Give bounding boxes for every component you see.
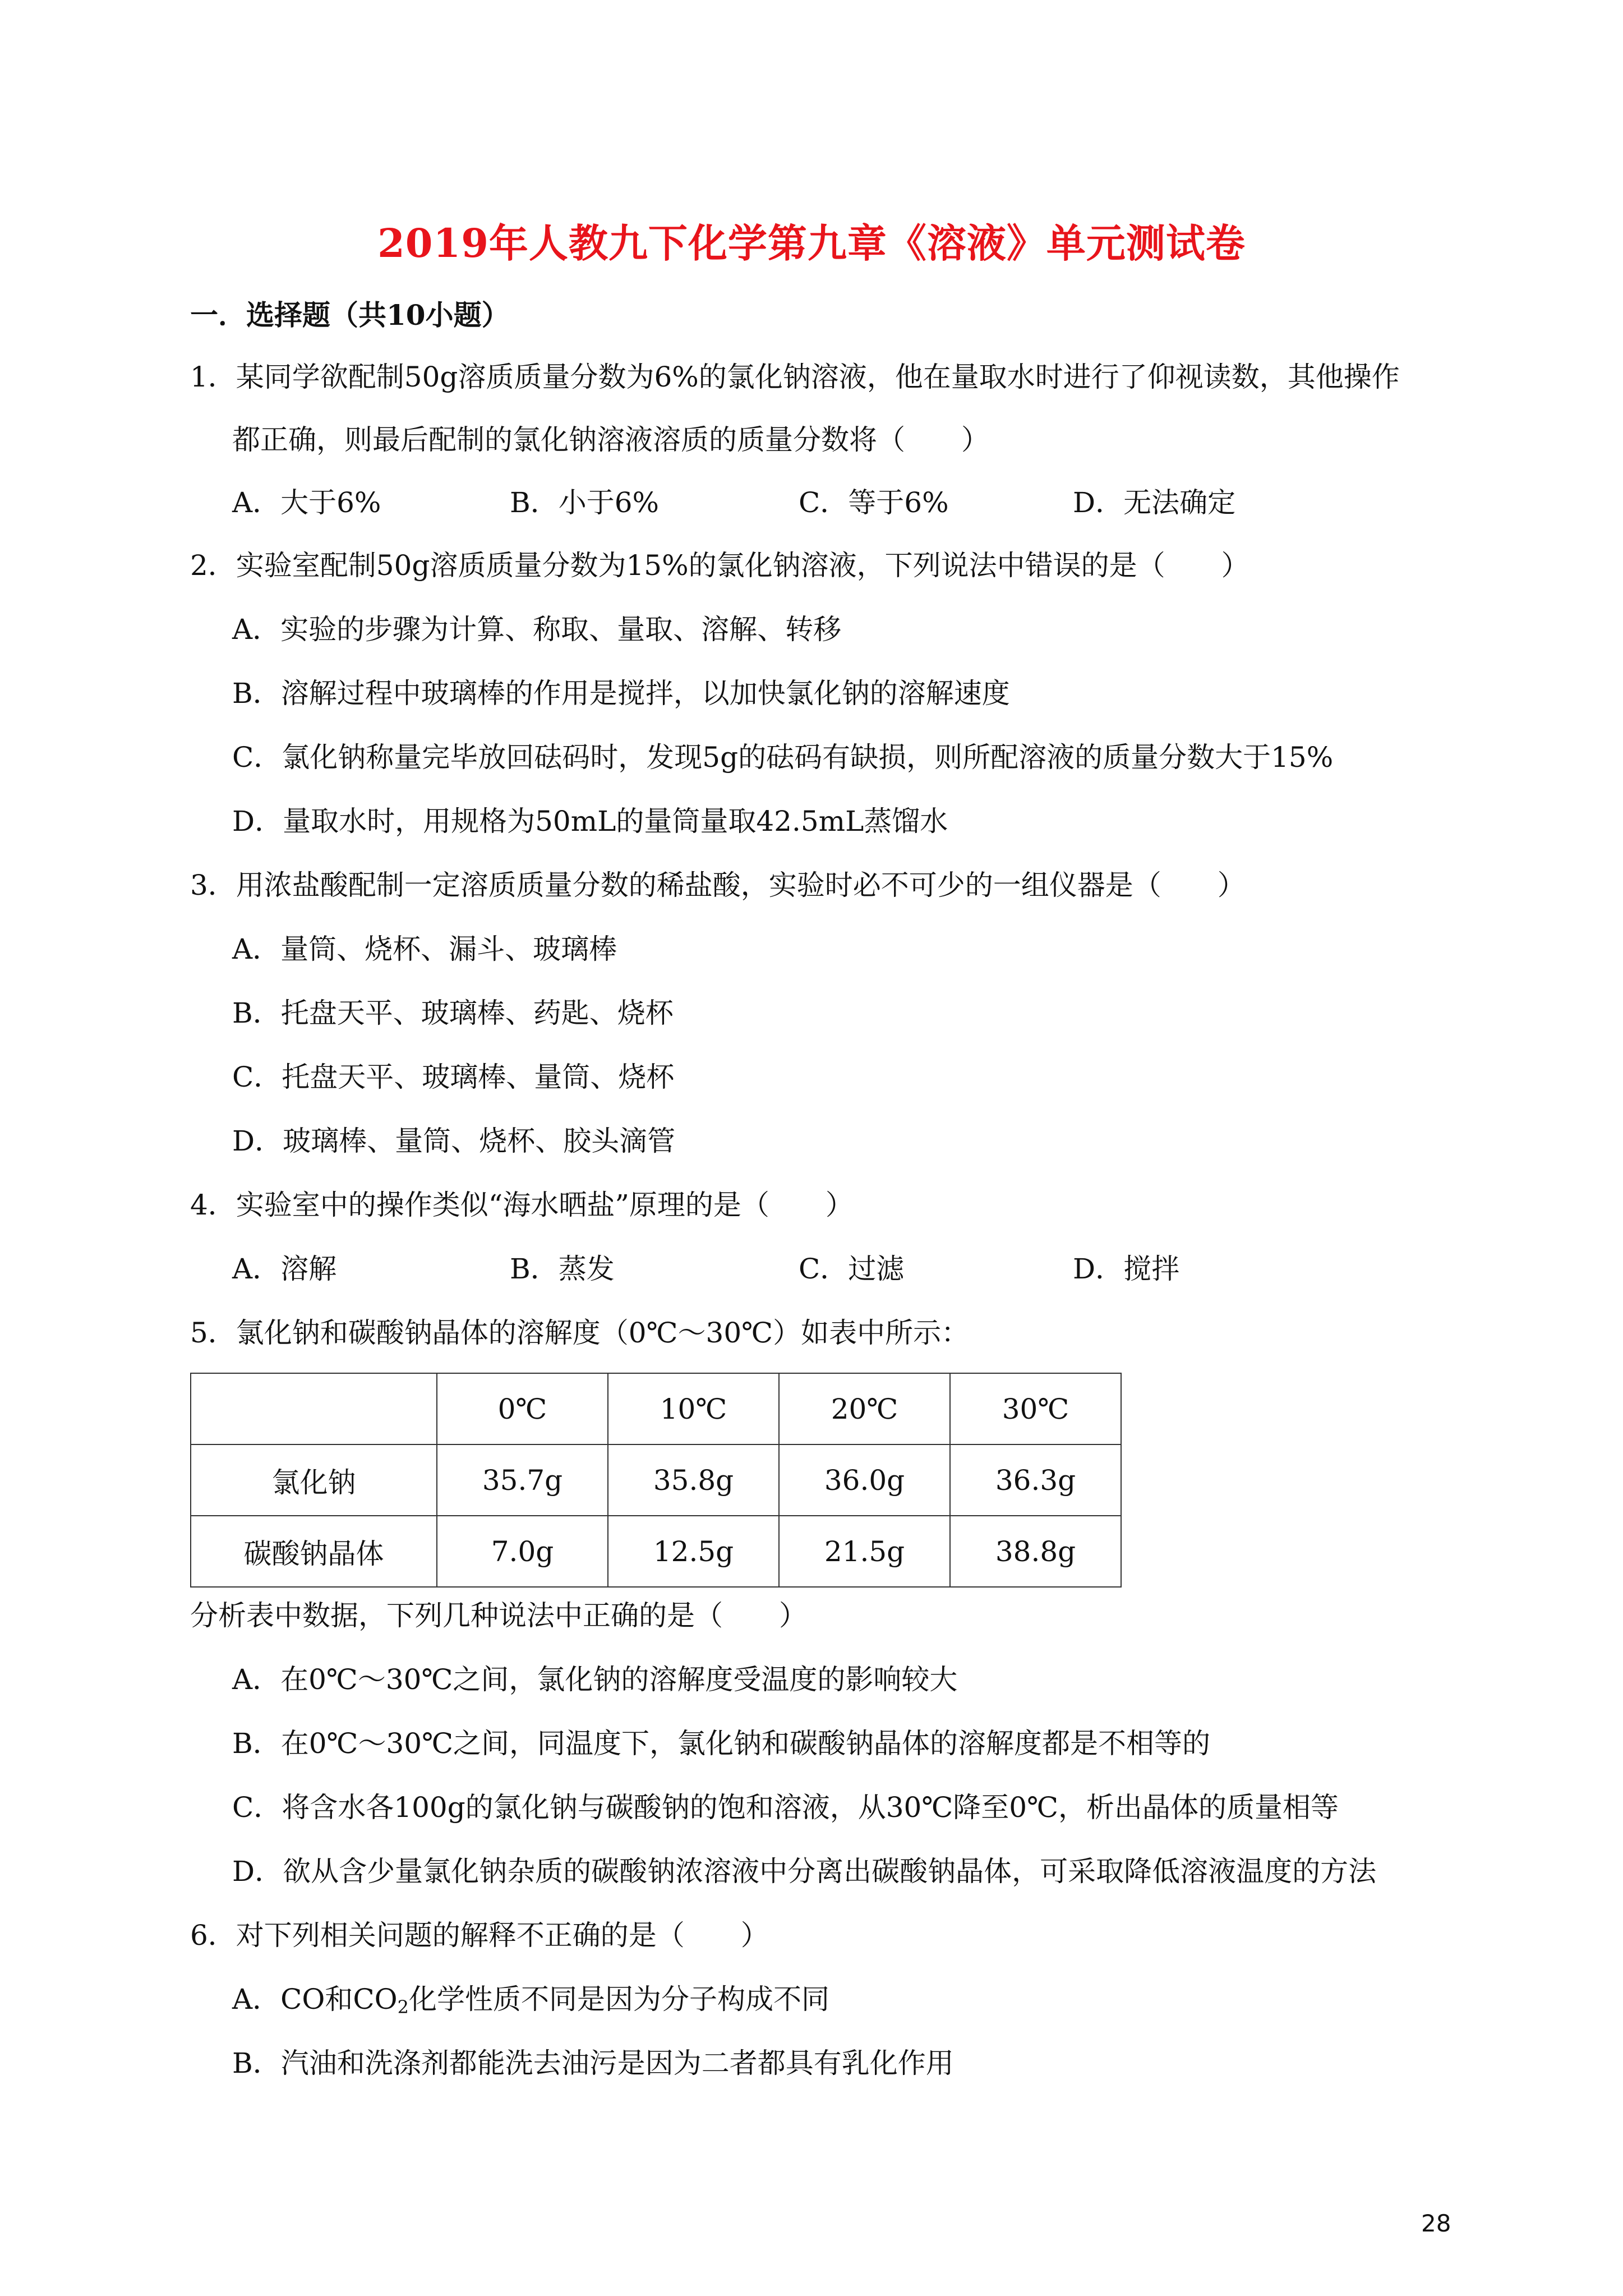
question-1-stem-line-1: 1．某同学欲配制50g溶质质量分数为6%的氯化钠溶液，他在量取水时进行了仰视读数，其他操作 bbox=[190, 361, 1400, 393]
question-1-option-a: A．大于6% bbox=[232, 486, 381, 519]
option-a-text-end: 化学性质不同是因为分子构成不同 bbox=[408, 1983, 829, 2016]
table-cell: 碳酸钠晶体 bbox=[191, 1516, 437, 1587]
option-a-text-start: A．CO和CO bbox=[232, 1983, 398, 2016]
question-3-stem: 3．用浓盐酸配制一定溶质质量分数的稀盐酸，实验时必不可少的一组仪器是（ ） bbox=[190, 869, 1246, 901]
question-3-option-d: D．玻璃棒、量筒、烧杯、胶头滴管 bbox=[232, 1125, 676, 1157]
question-6-stem: 6．对下列相关问题的解释不正确的是（ ） bbox=[190, 1919, 769, 1952]
solubility-table bbox=[190, 1373, 1122, 1588]
table-cell: 35.7g bbox=[437, 1444, 608, 1516]
question-5-stem: 5．氯化钠和碳酸钠晶体的溶解度（0℃～30℃）如表中所示： bbox=[190, 1317, 970, 1349]
table-row bbox=[191, 1516, 1121, 1587]
table-cell: 38.8g bbox=[950, 1516, 1121, 1587]
page-number: 28 bbox=[1421, 2210, 1451, 2237]
question-2-option-b: B．溶解过程中玻璃棒的作用是搅拌，以加快氯化钠的溶解速度 bbox=[232, 677, 1010, 710]
question-5-option-b: B．在0℃～30℃之间，同温度下，氯化钠和碳酸钠晶体的溶解度都是不相等的 bbox=[232, 1727, 1211, 1760]
table-header-cell: 10℃ bbox=[608, 1373, 779, 1444]
question-5-followup: 分析表中数据，下列几种说法中正确的是（ ） bbox=[190, 1599, 807, 1632]
table-cell: 氯化钠 bbox=[191, 1444, 437, 1516]
question-1-option-d: D．无法确定 bbox=[1073, 486, 1236, 519]
section-heading: 一．选择题（共10小题） bbox=[190, 298, 510, 332]
subscript: 2 bbox=[397, 1996, 409, 2018]
table-header-cell: 0℃ bbox=[437, 1373, 608, 1444]
table-cell: 36.3g bbox=[950, 1444, 1121, 1516]
table-header-cell: 20℃ bbox=[779, 1373, 950, 1444]
table-cell: 12.5g bbox=[608, 1516, 779, 1587]
question-2-stem: 2．实验室配制50g溶质质量分数为15%的氯化钠溶液，下列说法中错误的是（ ） bbox=[190, 549, 1249, 582]
question-5-option-a: A．在0℃～30℃之间，氯化钠的溶解度受温度的影响较大 bbox=[232, 1663, 958, 1696]
question-1-stem-line-2: 都正确，则最后配制的氯化钠溶液溶质的质量分数将（ ） bbox=[232, 424, 989, 456]
question-4-stem: 4．实验室中的操作类似“海水晒盐”原理的是（ ） bbox=[190, 1189, 854, 1221]
question-4-option-d: D．搅拌 bbox=[1073, 1253, 1180, 1285]
table-cell: 35.8g bbox=[608, 1444, 779, 1516]
question-5-option-c: C．将含水各100g的氯化钠与碳酸钠的饱和溶液，从30℃降至0℃，析出晶体的质量相等 bbox=[232, 1791, 1339, 1824]
table-cell: 36.0g bbox=[779, 1444, 950, 1516]
question-1-option-b: B．小于6% bbox=[510, 486, 660, 519]
question-4-option-c: C．过滤 bbox=[799, 1253, 905, 1285]
table-row bbox=[191, 1444, 1121, 1516]
question-4-option-b: B．蒸发 bbox=[510, 1253, 615, 1285]
table-cell: 7.0g bbox=[437, 1516, 608, 1587]
question-6-option-b: B．汽油和洗涤剂都能洗去油污是因为二者都具有乳化作用 bbox=[232, 2047, 954, 2079]
table-header-cell bbox=[191, 1373, 437, 1444]
question-1-option-c: C．等于6% bbox=[799, 486, 949, 519]
document-title: 2019年人教九下化学第九章《溶液》单元测试卷 bbox=[377, 220, 1246, 266]
question-3-option-c: C．托盘天平、玻璃棒、量筒、烧杯 bbox=[232, 1061, 675, 1093]
question-2-option-d: D．量取水时，用规格为50mL的量筒量取42.5mL蒸馏水 bbox=[232, 805, 948, 838]
question-3-option-b: B．托盘天平、玻璃棒、药匙、烧杯 bbox=[232, 997, 674, 1029]
question-2-option-c: C．氯化钠称量完毕放回砝码时，发现5g的砝码有缺损，则所配溶液的质量分数大于15% bbox=[232, 741, 1334, 774]
table-cell: 21.5g bbox=[779, 1516, 950, 1587]
question-5-option-d: D．欲从含少量氯化钠杂质的碳酸钠浓溶液中分离出碳酸钠晶体，可采取降低溶液温度的方法 bbox=[232, 1855, 1377, 1888]
question-6-option-a bbox=[232, 1981, 829, 2017]
table-header-row bbox=[191, 1373, 1121, 1444]
question-2-option-a: A．实验的步骤为计算、称取、量取、溶解、转移 bbox=[232, 613, 842, 646]
question-3-option-a: A．量筒、烧杯、漏斗、玻璃棒 bbox=[232, 933, 617, 965]
table-header-cell: 30℃ bbox=[950, 1373, 1121, 1444]
question-4-option-a: A．溶解 bbox=[232, 1253, 337, 1285]
